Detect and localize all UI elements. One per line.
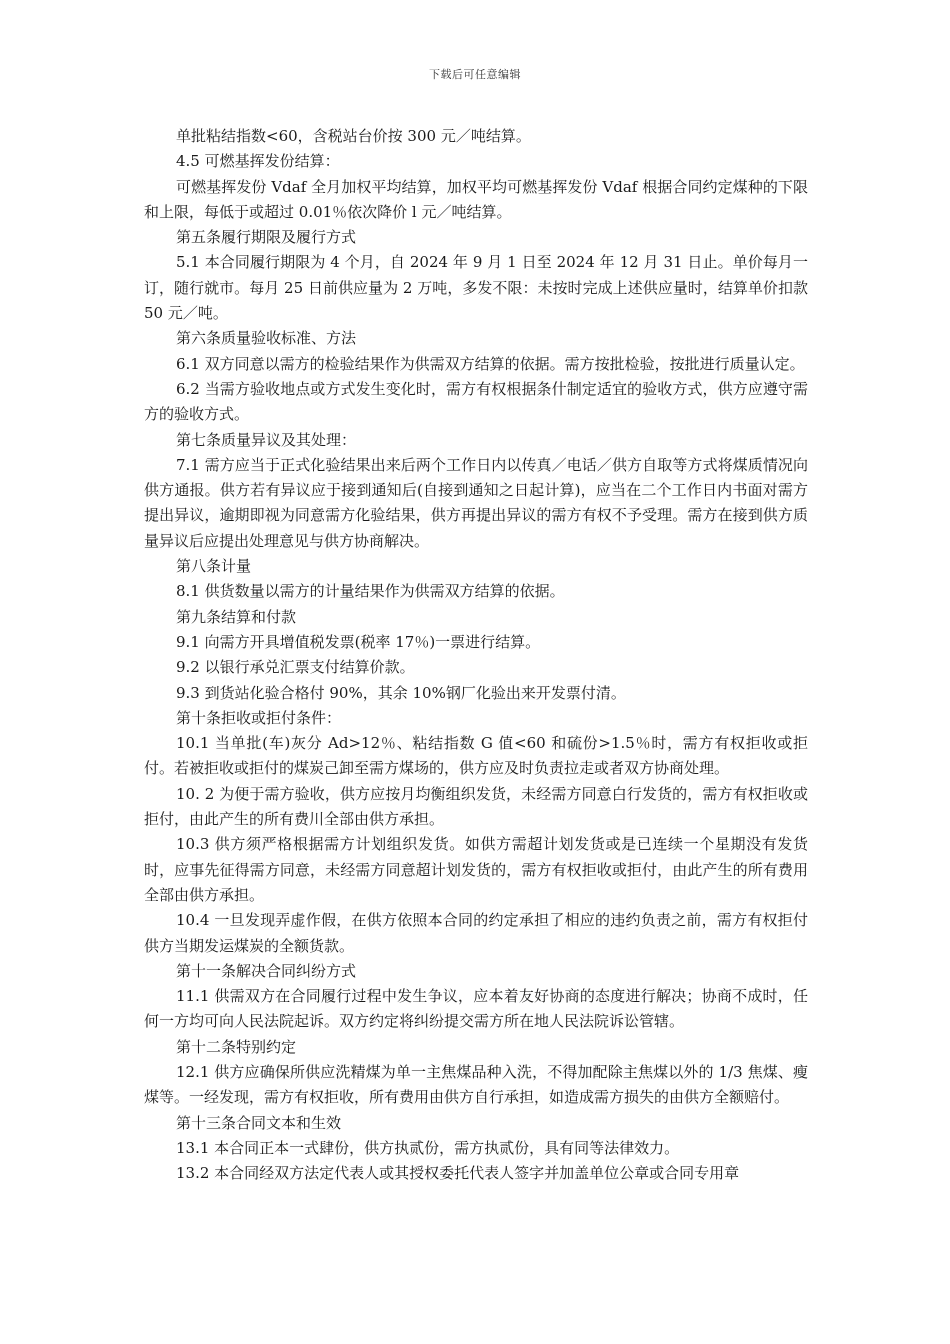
paragraph-10-1: 10.1 当单批(车)灰分 Ad>12％、粘结指数 G 值<60 和硫份>1.5％时，需方有权拒收或拒付。若被拒收或拒付的煤炭己卸至需方煤场的，供方应及时负责拉走或者双方协商处理。 <box>144 734 808 778</box>
heading-article-10: 第十条拒收或拒付条件： <box>176 708 342 727</box>
page-header-note: 下载后可任意编辑 <box>429 68 521 81</box>
heading-article-11: 第十一条解决合同纠纷方式 <box>176 961 357 980</box>
paragraph-11-1: 11.1 供需双方在合同履行过程中发生争议，应本着友好协商的态度进行解决；协商不成时，任何一方均可向人民法院起诉。双方约定将纠纷提交需方所在地人民法院诉讼管辖。 <box>144 987 808 1031</box>
paragraph-12-1: 12.1 供方应确保所供应洗精煤为单一主焦煤品种入洗，不得加配除主焦煤以外的 1/3 焦煤、瘦煤等。一经发现，需方有权拒收，所有费用由供方自行承担，如造成需方损失的由供方全额赔付。 <box>144 1062 808 1107</box>
paragraph-10-2: 10. 2 为便于需方验收，供方应按月均衡组织发货，未经需方同意白行发货的，需方有权拒收或拒付，由此产生的所有费川全部由供方承担。 <box>144 784 808 829</box>
paragraph-13-1: 13.1 本合同正本一式肆份，供方执贰份，需方执贰份，具有同等法律效力。 <box>176 1138 680 1157</box>
heading-article-5: 第五条履行期限及履行方式 <box>176 228 357 247</box>
paragraph-9-2: 9.2 以银行承兑汇票支付结算价款。 <box>176 658 415 677</box>
paragraph-6-2: 6.2 当需方验收地点或方式发生变化时，需方有权根据条什制定适宜的验收方式，供方应遵守需方的验收方式。 <box>144 379 808 424</box>
paragraph-5-1: 5.1 本合同履行期限为 4 个月，自 2024 年 9 月 1 日至 2024 年 12 月 31 日止。单价每月一订，随行就市。每月 25 日前供应量为 2 万吨，多发不限：未按时完成上述供应量时，结算单价扣款 50 元／吨。 <box>144 253 808 323</box>
document-body <box>144 124 808 1186</box>
paragraph-6-1: 6.1 双方同意以需方的检验结果作为供需双方结算的依据。需方按批检验，按批进行质量认定。 <box>176 354 805 373</box>
heading-article-8: 第八条计量 <box>176 557 252 576</box>
paragraph-volatile-vdaf: 可燃基挥发份 Vdaf 全月加权平均结算，加权平均可燃基挥发份 Vdaf 根据合同约定煤种的下限和上限，每低于或超过 0.01％依次降价 l 元／吨结算。 <box>144 177 808 221</box>
heading-article-12: 第十二条特别约定 <box>176 1037 297 1056</box>
heading-article-6: 第六条质量验收标准、方法 <box>176 329 357 348</box>
heading-article-7: 第七条质量异议及其处理： <box>176 430 357 449</box>
paragraph-10-3: 10.3 供方须严格根据需方计划组织发货。如供方需超计划发货或是已连续一个星期没有发货时，应事先征得需方同意，未经需方同意超计划发货的，需方有权拒收或拒付，由此产生的所有费用全部由供方承担。 <box>144 835 808 904</box>
paragraph-8-1: 8.1 供货数量以需方的计量结果作为供需双方结算的依据。 <box>176 582 565 601</box>
paragraph-9-3: 9.3 到货站化验合格付 90%，其余 10%钢厂化验出来开发票付清。 <box>176 683 626 702</box>
heading-article-9: 第九条结算和付款 <box>176 607 297 626</box>
paragraph-7-1: 7.1 需方应当于正式化验结果出来后两个工作日内以传真／电话／供方自取等方式将煤质情况向供方通报。供方若有异议应于接到通知后(自接到通知之日起计算)，应当在二个工作日内书面对需方提出异议，逾期即视为同意需方化验结果，供方再提出异议的需方有权不予受理。需方在接到供方质量异议后应提出处理意见与供方协商解决。 <box>144 455 808 550</box>
paragraph-13-2: 13.2 本合同经双方法定代表人或其授权委托代表人签字并加盖单位公章或合同专用章 <box>176 1164 740 1183</box>
heading-4-5-volatile-settlement: 4.5 可燃基挥发份结算： <box>176 152 340 171</box>
paragraph-9-1: 9.1 向需方开具增值税发票(税率 17％)一票进行结算。 <box>176 632 541 651</box>
heading-article-13: 第十三条合同文本和生效 <box>176 1113 342 1132</box>
paragraph-10-4: 10.4 一旦发现弄虚作假，在供方依照本合同的约定承担了相应的违约负责之前，需方有权拒付供方当期发运煤炭的全额货款。 <box>144 911 808 955</box>
paragraph-settlement-cohesion: 单批粘结指数<60，含税站台价按 300 元／吨结算。 <box>176 127 531 145</box>
